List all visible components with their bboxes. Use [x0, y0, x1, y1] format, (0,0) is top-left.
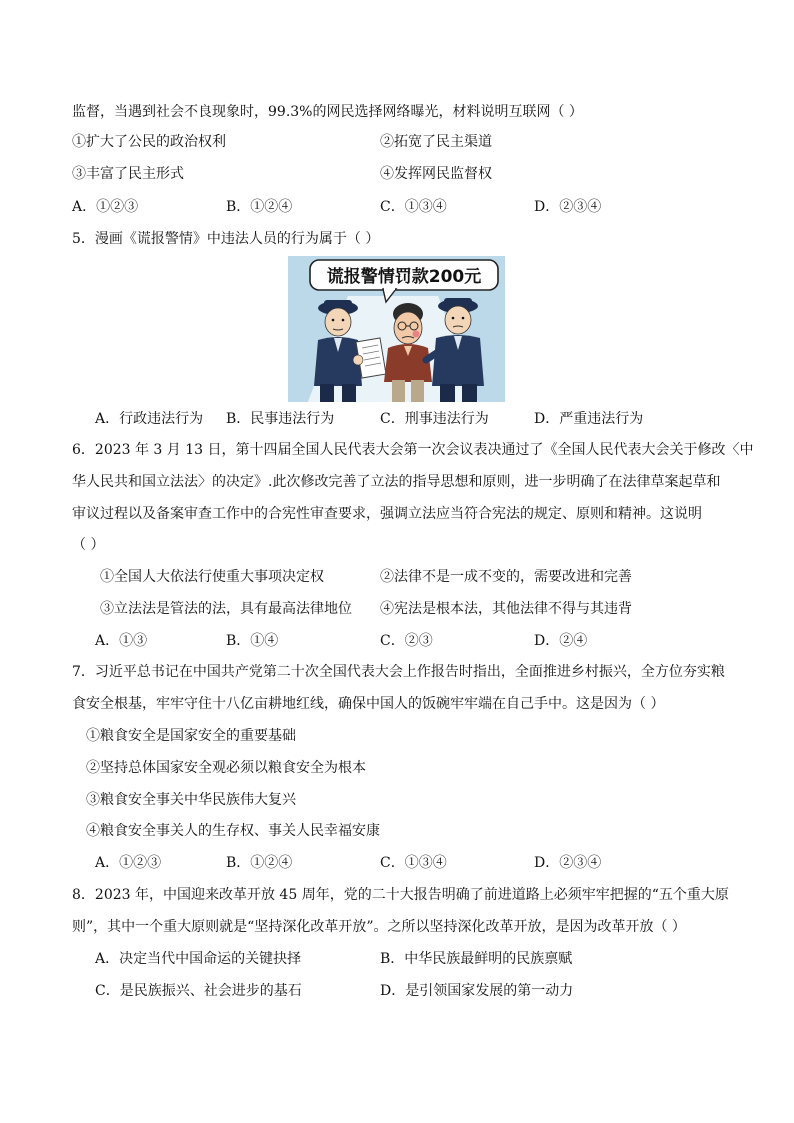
q7-stem-line-1: 7．习近平总书记在中国共产党第二十次全国代表大会上作报告时指出，全面推进乡村振兴，全方位夯实粮	[72, 664, 725, 680]
q6-option-d[interactable]: D．②④	[534, 633, 588, 649]
q5-stem: 5．漫画《谎报警情》中违法人员的行为属于（ ）	[72, 231, 380, 247]
q6-statement-3: ③立法法是管法的法，具有最高法律地位	[100, 601, 352, 617]
q4-statement-4: ④发挥网民监督权	[380, 166, 492, 182]
q8-option-b[interactable]: B．中华民族最鲜明的民族禀赋	[380, 951, 573, 967]
cartoon-image	[288, 256, 505, 402]
q4-statement-3: ③丰富了民主形式	[72, 166, 184, 182]
q7-option-c[interactable]: C．①③④	[380, 855, 447, 871]
q7-statement-2: ②坚持总体国家安全观必须以粮食安全为根本	[86, 760, 366, 776]
q8-stem-line-1: 8．2023 年，中国迎来改革开放 45 周年，党的二十大报告明确了前进道路上必须牢牢把握的“五个重大原	[72, 887, 729, 903]
q8-option-c[interactable]: C．是民族振兴、社会进步的基石	[95, 983, 302, 999]
q6-stem-line-2: 华人民共和国立法法〉的决定》.此次修改完善了立法的指导思想和原则，进一步明确了在法律草案起草和	[72, 474, 721, 490]
q6-option-a[interactable]: A．①③	[95, 633, 148, 649]
q7-statement-3: ③粮食安全事关中华民族伟大复兴	[86, 792, 296, 808]
q7-statement-4: ④粮食安全事关人的生存权、事关人民幸福安康	[86, 823, 380, 839]
q4-option-a[interactable]: A．①②③	[72, 199, 139, 215]
q7-option-a[interactable]: A．①②③	[95, 855, 162, 871]
q6-stem-line-1: 6．2023 年 3 月 13 日，第十四届全国人民代表大会第一次会议表决通过了《全国人民代表大会关于修改〈中	[72, 442, 754, 458]
q4-option-b[interactable]: B．①②④	[226, 199, 293, 215]
q4-statement-2: ②拓宽了民主渠道	[380, 134, 492, 150]
cartoon-caption: 谎报警情罚款200元	[326, 267, 482, 287]
q5-option-c[interactable]: C．刑事违法行为	[380, 411, 489, 427]
q5-option-a[interactable]: A．行政违法行为	[95, 411, 204, 427]
q5-option-b[interactable]: B．民事违法行为	[226, 411, 335, 427]
q5-option-d[interactable]: D．严重违法行为	[534, 411, 644, 427]
q6-option-c[interactable]: C．②③	[380, 633, 433, 649]
q8-stem-line-2: 则”，其中一个重大原则就是“坚持深化改革开放”。之所以坚持深化改革开放，是因为改革开放（ ）	[72, 919, 686, 935]
q7-stem-line-2: 食安全根基，牢牢守住十八亿亩耕地红线，确保中国人的饭碗牢牢端在自己手中。这是因为（ ）	[72, 696, 665, 712]
q4-stem: 监督，当遇到社会不良现象时，99.3%的网民选择网络曝光，材料说明互联网（ ）	[72, 104, 583, 120]
q6-statement-1: ①全国人大依法行使重大事项决定权	[100, 569, 324, 585]
q4-statement-1: ①扩大了公民的政治权利	[72, 134, 226, 150]
q6-stem-line-3: 审议过程以及备案审查工作中的合宪性审查要求，强调立法应当符合宪法的规定、原则和精神。这说明	[72, 506, 702, 522]
q6-stem-line-4: （ ）	[72, 537, 105, 553]
q6-option-b[interactable]: B．①④	[226, 633, 279, 649]
q6-statement-4: ④宪法是根本法，其他法律不得与其违背	[380, 601, 632, 617]
q7-option-d[interactable]: D．②③④	[534, 855, 602, 871]
q7-statement-1: ①粮食安全是国家安全的重要基础	[86, 728, 296, 744]
q8-option-d[interactable]: D．是引领国家发展的第一动力	[380, 983, 574, 999]
q4-option-d[interactable]: D．②③④	[534, 199, 602, 215]
q6-statement-2: ②法律不是一成不变的，需要改进和完善	[380, 569, 632, 585]
q7-option-b[interactable]: B．①②④	[226, 855, 293, 871]
q8-option-a[interactable]: A．决定当代中国命运的关键抉择	[95, 951, 302, 967]
q4-option-c[interactable]: C．①③④	[380, 199, 447, 215]
